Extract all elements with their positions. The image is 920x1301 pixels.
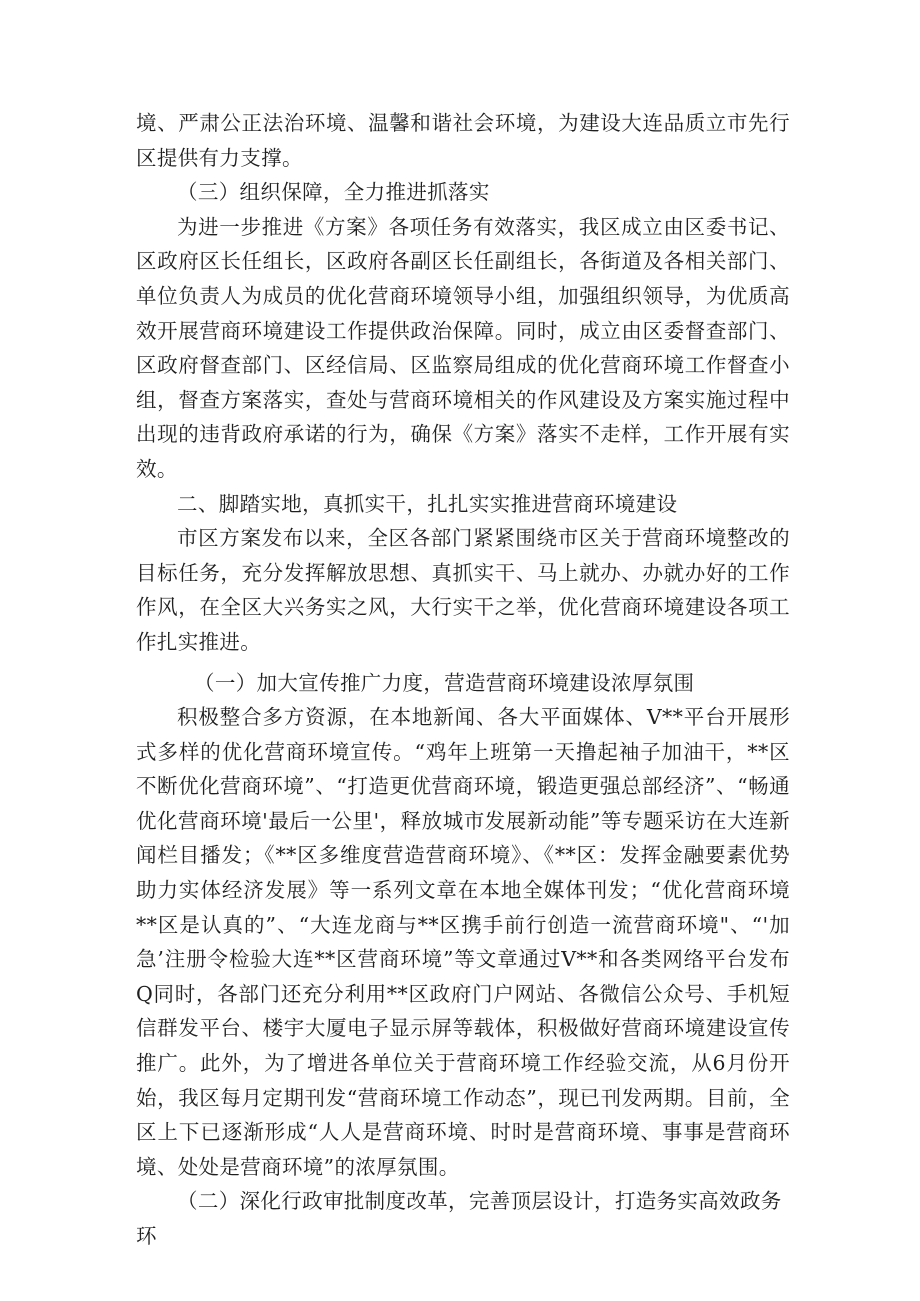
- section-subheading-1: （一）加大宣传推广力度，营造营商环境建设浓厚氛围: [194, 670, 695, 695]
- paragraph-progress-intro: 市区方案发布以来，全区各部门紧紧围绕市区关于营商环境整改的目标任务，充分发挥解放思想、真抓实干、马上就办、办就办好的工作作风，在全区大兴务实之风，大行实干之举，优化营商环境建设各项工作扎实推进。: [136, 526, 790, 654]
- paragraph-organization-guarantee: 为进一步推进《方案》各项任务有效落实，我区成立由区委书记、区政府区长任组长，区政府各副区长任副组长，各街道及各相关部门、单位负责人为成员的优化营商环境领导小组，加强组织领导，为优质高效开展营商环境建设工作提供政治保障。同时，成立由区委督查部门、区政府督查部门、区经信局、区监察局组成的优化营商环境工作督查小组，督查方案落实，查处与营商环境相关的作风建设及方案实施过程中出现的违背政府承诺的行为，确保《方案》落实不走样，工作开展有实效。: [136, 214, 790, 481]
- section-subheading-3: （三）组织保障，全力推进抓落实: [177, 180, 490, 205]
- section-subheading-2: （二）深化行政审批制度改革，完善顶层设计，打造务实高效政务环: [136, 1189, 782, 1248]
- paragraph-publicity: 积极整合多方资源，在本地新闻、各大平面媒体、V**平台开展形式多样的优化营商环境宣传。“鸡年上班第一天撸起袖子加油干，**区不断优化营商环境”、“打造更优营商环境，锻造更强总部经济”、“畅通优化营商环境'最后一公里'，释放城市发展新动能”等专题采访在大连新闻栏目播发；《**区多维度营造营商环境》、《**区：发挥金融要素优势助力实体经济发展》等一系列文章在本地全媒体刊发；“优化营商环境**区是认真的”、“大连龙商与**区携手前行创造一流营商环境"、“'加急’注册令检验大连**区营商环境”等文章通过V**和各类网络平台发布Q同时，各部门还充分利用**区政府门户网站、各微信公众号、手机短信群发平台、楼宇大厦电子显示屏等载体，积极做好营商环境建设宣传推广。此外，为了增进各单位关于营商环境工作经验交流，从6月份开始，我区每月定期刊发“营商环境工作动态”，现已刊发两期。目前，全区上下已逐渐形成“人人是营商环境、时时是营商环境、事事是营商环境、处处是营商环境”的浓厚氛围。: [136, 705, 790, 1179]
- section-heading-2: 二、脚踏实地，真抓实干，扎扎实实推进营商环境建设: [177, 491, 678, 516]
- document-body: [136, 106, 790, 1254]
- paragraph-continuation: 境、严肃公正法治环境、温馨和谐社会环境，为建设大连品质立市先行区提供有力支撑。: [136, 111, 790, 170]
